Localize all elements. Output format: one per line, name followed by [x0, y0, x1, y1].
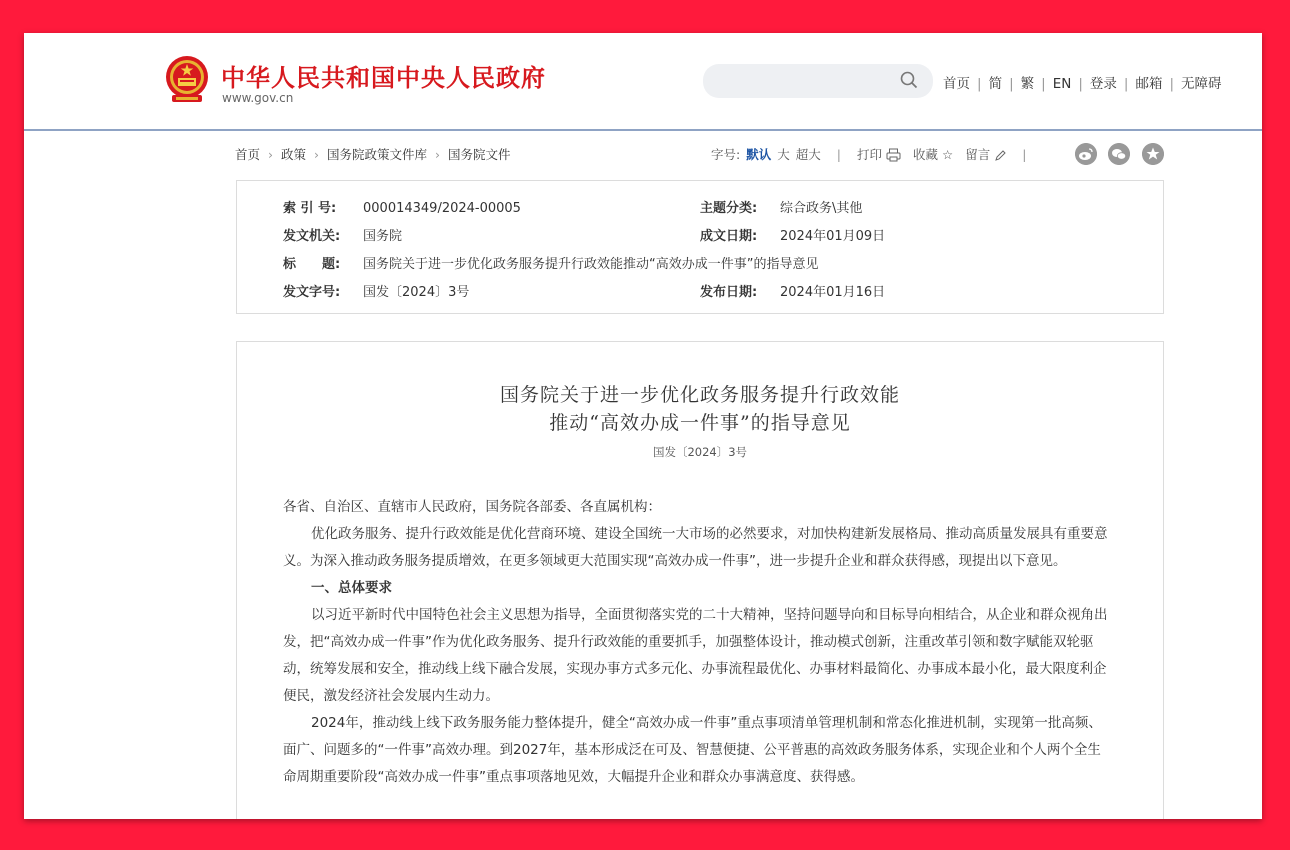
site-url[interactable]: www.gov.cn [222, 91, 294, 105]
title-label: 标 题: [283, 257, 341, 272]
paragraph: 以习近平新时代中国特色社会主义思想为指导，全面贯彻落实党的二十大精神，坚持问题导向和目标导向相结合，从企业和群众视角出发，把“高效办成一件事”作为优化政务服务、提升行政效能的重要抓手，加强整体设计，推动模式创新，注重改革引领和数字赋能双轮驱动，统筹发展和安全，推动线上线下融合发展，实现办事方式多元化、办事流程最优化、办事材料最简化、办事成本最小化，最大限度利企便民，激发经济社会发展内生动力。 [283, 607, 1108, 704]
section-heading: 一、总体要求 [311, 580, 392, 596]
wechat-share-icon[interactable] [1108, 143, 1130, 165]
favorite-button[interactable] [913, 147, 953, 162]
category-value: 综合政务\其他 [780, 201, 863, 216]
issuer-value: 国务院 [363, 229, 403, 244]
created-date-value: 2024年01月09日 [780, 229, 886, 244]
article-content [236, 341, 1164, 819]
nav-divider: | [1041, 76, 1046, 92]
breadcrumb-home[interactable]: 首页 [235, 147, 261, 162]
breadcrumb-state-council-docs[interactable]: 国务院文件 [448, 147, 511, 162]
font-size-xlarge[interactable]: 超大 [795, 147, 821, 162]
salutation: 各省、自治区、直辖市人民政府，国务院各部委、各直属机构： [283, 499, 661, 515]
article-tools [711, 145, 1042, 163]
article-title-line2: 推动“高效办成一件事”的指导意见 [549, 412, 851, 434]
national-emblem-icon [164, 55, 210, 105]
doc-number-label: 发文字号: [283, 285, 341, 300]
nav-login[interactable]: 登录 [1089, 76, 1117, 92]
nav-simplified[interactable]: 简 [988, 76, 1003, 92]
nav-home[interactable]: 首页 [943, 76, 970, 92]
doc-number-value: 国发〔2024〕3号 [363, 285, 470, 300]
article-body [283, 494, 1113, 791]
chevron-right-icon: › [314, 147, 320, 162]
nav-divider: | [1123, 76, 1129, 92]
paragraph: 优化政务服务、提升行政效能是优化营商环境、建设全国统一大市场的必然要求，对加快构建新发展格局、推动高质量发展具有重要意义。为深入推动政务服务提质增效，在更多领域更大范围实现“高效办成一件事”，进一步提升企业和群众获得感，现提出以下意见。 [283, 526, 1108, 569]
nav-traditional[interactable]: 繁 [1020, 76, 1035, 92]
favorite-label: 收藏 [912, 147, 938, 162]
search-icon[interactable] [900, 71, 918, 89]
breadcrumb-policy-library[interactable]: 国务院政策文件库 [327, 147, 428, 162]
article-doc-number: 国发〔2024〕3号 [652, 445, 748, 459]
nav-mail[interactable]: 邮箱 [1135, 76, 1163, 92]
favorite-share-icon[interactable] [1142, 143, 1164, 165]
star-icon: ☆ [941, 147, 954, 162]
search-input[interactable] [703, 64, 933, 98]
nav-english[interactable]: EN [1052, 76, 1072, 92]
font-size-large[interactable]: 大 [777, 147, 790, 162]
chevron-right-icon: › [268, 147, 274, 162]
issuer-label: 发文机关: [283, 229, 341, 244]
index-number-label: 索 引 号: [283, 201, 337, 216]
tools-divider: | [1022, 147, 1027, 162]
published-date-label: 发布日期: [700, 285, 758, 300]
site-title[interactable]: 中华人民共和国中央人民政府 [221, 64, 546, 92]
breadcrumb [235, 145, 511, 163]
top-nav [943, 72, 1222, 92]
chevron-right-icon: › [435, 147, 441, 162]
print-button[interactable] [857, 147, 901, 162]
comment-button[interactable] [965, 147, 1006, 162]
breadcrumb-policy[interactable]: 政策 [281, 147, 307, 162]
nav-divider: | [1009, 76, 1014, 92]
print-label: 打印 [856, 147, 882, 162]
printer-icon [886, 148, 901, 162]
browser-page [24, 33, 1262, 819]
title-value: 国务院关于进一步优化政务服务提升行政效能推动“高效办成一件事”的指导意见 [363, 257, 819, 272]
tools-divider: | [836, 147, 841, 162]
font-size-label: 字号: [711, 147, 741, 162]
nav-accessibility[interactable]: 无障碍 [1181, 76, 1222, 92]
document-meta-box [236, 180, 1164, 314]
site-header [24, 33, 1262, 131]
pencil-icon [994, 150, 1006, 162]
created-date-label: 成文日期: [700, 229, 758, 244]
published-date-value: 2024年01月16日 [780, 285, 886, 300]
weibo-share-icon[interactable] [1075, 143, 1097, 165]
article-title-line1: 国务院关于进一步优化政务服务提升行政效能 [499, 384, 900, 406]
index-number-value: 000014349/2024-00005 [363, 201, 521, 216]
category-label: 主题分类: [700, 201, 758, 216]
paragraph: 2024年，推动线上线下政务服务能力整体提升，健全“高效办成一件事”重点事项清单管理机制和常态化推进机制，实现第一批高频、面广、问题多的“一件事”高效办理。到2027年，基本形成泛在可及、智慧便捷、公平普惠的高效政务服务体系，实现企业和个人两个全生命周期重要阶段“高效办成一件事”重点事项落地见效，大幅提升企业和群众办事满意度、获得感。 [283, 715, 1102, 785]
nav-divider: | [1078, 76, 1083, 92]
nav-divider: | [1169, 76, 1175, 92]
nav-divider: | [977, 76, 982, 92]
font-size-default[interactable]: 默认 [746, 147, 772, 162]
comment-label: 留言 [965, 147, 991, 162]
